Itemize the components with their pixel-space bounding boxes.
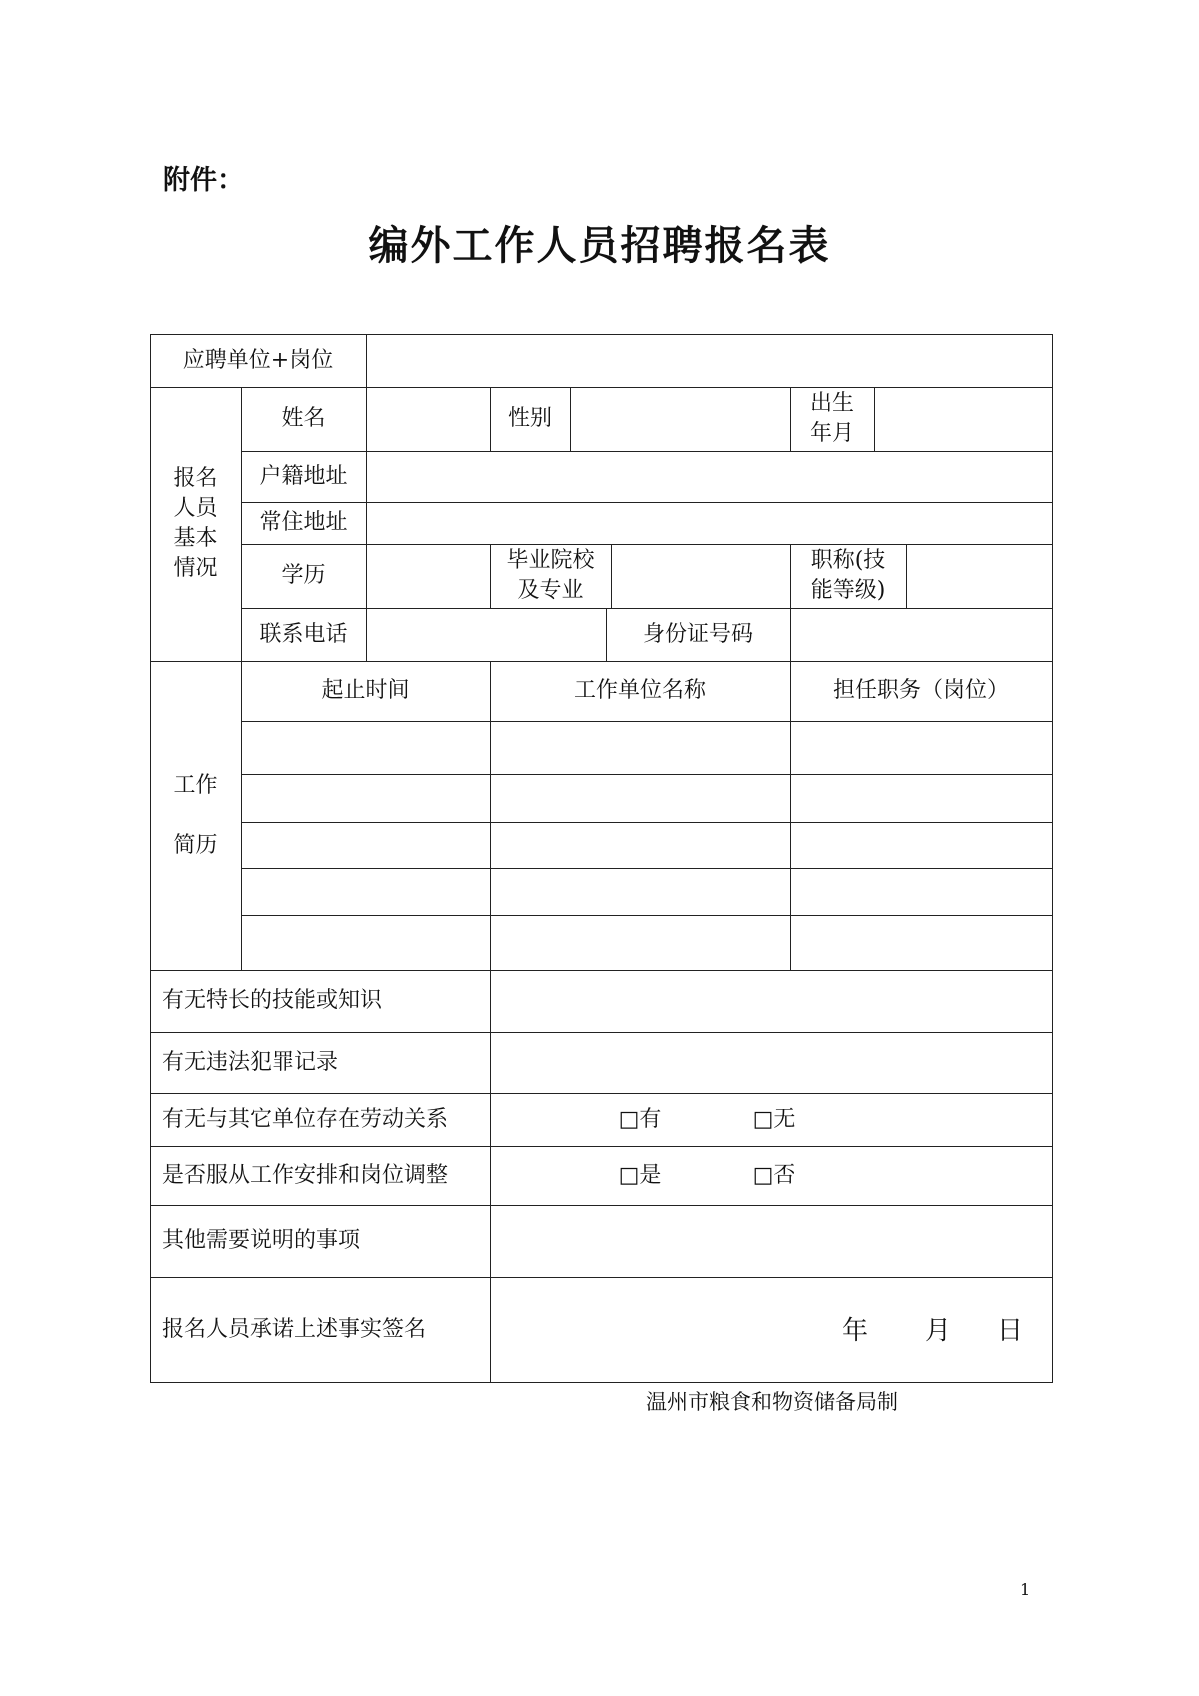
page-number: 1 [1020,1580,1031,1599]
name-field[interactable] [366,387,490,451]
gender-field[interactable] [570,387,790,451]
household-address-field[interactable] [366,451,1052,502]
labor-yes-checkbox[interactable]: □有 [618,1106,662,1132]
table-border-bottom [150,1382,1053,1383]
birth-date-label: 出生 年月 [809,391,854,446]
work-history-group-label: 工作 简历 [173,772,218,858]
date-month-label: 月 [925,1316,952,1346]
signature-field[interactable] [490,1277,1052,1382]
residence-address-field[interactable] [366,502,1052,544]
work-position-header: 担任职务（岗位） [832,678,1009,703]
labor-relation-label: 有无与其它单位存在劳动关系 [162,1106,449,1132]
skills-field[interactable] [490,970,1052,1032]
work-history-row[interactable] [241,774,1052,822]
phone-field[interactable] [366,608,606,661]
birth-date-field[interactable] [874,387,1052,451]
criminal-record-label: 有无违法犯罪记录 [162,1049,339,1075]
pledge-signature-label: 报名人员承诺上述事实签名 [162,1316,427,1342]
residence-address-label: 常住地址 [259,510,348,535]
work-period-header: 起止时间 [321,678,410,703]
labor-no-checkbox[interactable]: □无 [752,1106,796,1132]
obey-arrangement-label: 是否服从工作安排和岗位调整 [162,1162,449,1188]
form-title: 编外工作人员招聘报名表 [368,223,831,269]
school-major-label: 毕业院校 及专业 [506,548,595,603]
date-day-label: 日 [997,1316,1024,1346]
criminal-record-field[interactable] [490,1032,1052,1093]
other-matters-label: 其他需要说明的事项 [162,1228,361,1253]
id-number-label: 身份证号码 [642,621,753,647]
id-number-field[interactable] [790,608,1052,661]
work-history-row[interactable] [241,822,1052,868]
registration-table [150,334,1053,1383]
household-address-label: 户籍地址 [259,463,348,489]
name-label: 姓名 [281,406,326,431]
issuer-note: 温州市粮食和物资储备局制 [646,1390,898,1414]
phone-label: 联系电话 [259,621,348,647]
obey-no-checkbox[interactable]: □否 [752,1162,796,1188]
table-border-right [1052,334,1053,1383]
school-major-field[interactable] [611,544,790,608]
work-history-row[interactable] [241,721,1052,774]
education-field[interactable] [366,544,490,608]
work-history-row[interactable] [241,868,1052,915]
work-employer-header: 工作单位名称 [573,678,706,703]
education-label: 学历 [281,563,326,588]
work-history-row[interactable] [241,915,1052,970]
gender-label: 性别 [507,406,552,431]
skills-label: 有无特长的技能或知识 [162,988,383,1013]
professional-title-field[interactable] [906,544,1052,608]
obey-yes-checkbox[interactable]: □是 [618,1162,662,1188]
attachment-label: 附件： [163,165,244,196]
other-matters-field[interactable] [490,1205,1052,1277]
basic-info-group-label: 报名 人员 基本 情况 [173,466,218,581]
date-year-label: 年 [842,1316,869,1346]
position-field[interactable] [366,334,1052,387]
professional-title-label: 职称(技 能等级) [810,548,886,603]
position-label: 应聘单位+岗位 [182,347,334,373]
